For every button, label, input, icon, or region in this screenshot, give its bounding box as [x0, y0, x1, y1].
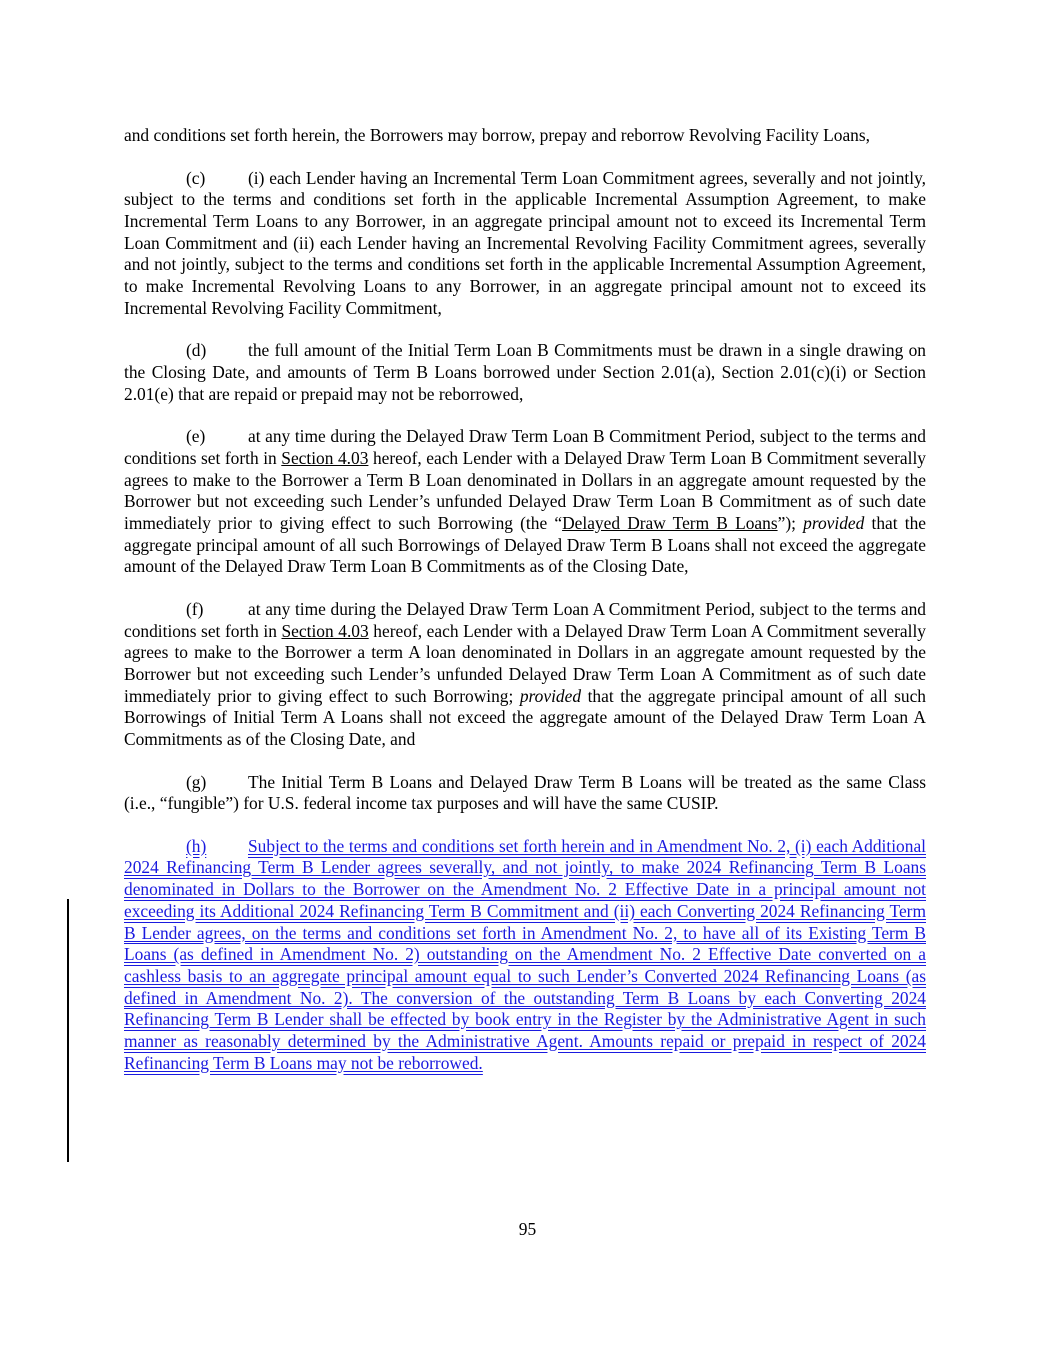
document-body	[124, 125, 926, 1095]
clause-e	[124, 426, 926, 578]
paragraph-continuation-text: and conditions set forth herein, the Borrowers may borrow, prepay and reborrow Revolving Facility Loans,	[124, 125, 870, 145]
page-number: 95	[518, 1219, 537, 1239]
clause-e-provided: provided	[803, 512, 865, 533]
clause-e-text-2: hereof, each Lender with a Delayed Draw Term Loan B Commitment severally agrees to make to the Borrower a Term B Loan denominated in Dollars in an aggregate amount requested by the Borrower but not exceeding such Lender’s unfunded Delayed Draw Term Loan B Commitment as of such date immediately prior to giving effect to such Borrowing (the “	[124, 447, 926, 533]
clause-d-label: (d)	[186, 340, 207, 361]
clause-g-label: (g)	[186, 771, 207, 792]
clause-f	[124, 599, 926, 751]
clause-c-text: (i) each Lender having an Incremental Term Loan Commitment agrees, severally and not jointly, subject to the terms and conditions set forth in the applicable Incremental Assumption Agreement, to make Incremental Term Loans to any Borrower, in an aggregate principal amount not to exceed its Incremental Term Loan Commitment and (ii) each Lender having an Incremental Revolving Facility Commitment agrees, severally and not jointly, subject to the terms and conditions set forth in the applicable Incremental Assumption Agreement, to make Incremental Revolving Loans to any Borrower, in an aggregate principal amount not to exceed its Incremental Revolving Facility Commitment,	[124, 167, 926, 318]
clause-g	[124, 772, 926, 815]
clause-c-label: (c)	[186, 167, 206, 188]
clause-f-section-reference: Section 4.03	[281, 620, 369, 641]
clause-d-text: the full amount of the Initial Term Loan B Commitments must be drawn in a single drawing on the Closing Date, and amounts of Term B Loans borrowed under Section 2.01(a), Section 2.01(c)(i) or Section 2.01(e) that are repaid or prepaid may not be reborrowed,	[124, 340, 926, 404]
clause-f-text-2: hereof, each Lender with a Delayed Draw Term Loan A Commitment severally agrees to make to the Borrower a term A loan denominated in Dollars in an aggregate amount requested by the Borrower but not exceeding such Lender’s unfunded Delayed Draw Term Loan A Commitment as of such date immediately prior to giving effect to such Borrowing;	[124, 620, 926, 706]
clause-d	[124, 340, 926, 405]
clause-e-section-reference: Section 4.03	[281, 447, 369, 468]
clause-f-provided: provided	[519, 685, 582, 706]
clause-e-defined-term: Delayed Draw Term B Loans	[562, 512, 778, 533]
clause-h-label: (h)	[186, 835, 207, 856]
clause-f-text-1: at any time during the Delayed Draw Term Loan A Commitment Period, subject to the terms and conditions set forth in	[124, 598, 926, 641]
paragraph-continuation	[124, 125, 926, 147]
revision-change-bar	[67, 899, 69, 1162]
clause-f-text-3: that the aggregate principal amount of all such Borrowings of Initial Term A Loans shall not exceed the aggregate amount of the Delayed Draw Term Loan A Commitments as of the Closing Date, and	[124, 685, 926, 750]
clause-h-text: Subject to the terms and conditions set forth herein and in Amendment No. 2, (i) each Additional 2024 Refinancing Term B Lender agrees severally, and not jointly, to make 2024 Refinancing Term B Loans denominated in Dollars to the Borrower on the Amendment No. 2 Effective Date in a principal amount not exceeding its Additional 2024 Refinancing Term B Commitment and (ii) each Converting 2024 Refinancing Term B Lender agrees, on the terms and conditions set forth in Amendment No. 2, to have all of its Existing Term B Loans (as defined in Amendment No. 2) outstanding on the Amendment No. 2 Effective Date converted on a cashless basis to an aggregate principal amount equal to such Lender’s Converted 2024 Refinancing Loans (as defined in Amendment No. 2). The conversion of the outstanding Term B Loans by each Converting 2024 Refinancing Term B Lender shall be effected by book entry in the Register by the Administrative Agent in such manner as reasonably determined by the Administrative Agent. Amounts repaid or prepaid in respect of 2024 Refinancing Term B Loans may not be reborrowed.	[124, 835, 926, 1073]
clause-c	[124, 168, 926, 320]
clause-g-text: The Initial Term B Loans and Delayed Draw Term B Loans will be treated as the same Class (i.e., “fungible”) for U.S. federal income tax purposes and will have the same CUSIP.	[124, 771, 926, 814]
clause-e-text-3: ”);	[777, 512, 804, 533]
clause-e-text-4: that the aggregate principal amount of all such Borrowings of Delayed Draw Term B Loans shall not exceed the aggregate amount of the Delayed Draw Term Loan B Commitments as of the Closing Date,	[124, 512, 926, 577]
clause-e-label: (e)	[186, 426, 206, 447]
clause-f-label: (f)	[186, 598, 204, 619]
clause-h-inserted	[124, 836, 926, 1075]
clause-e-text-1: at any time during the Delayed Draw Term Loan B Commitment Period, subject to the terms and conditions set forth in	[124, 426, 926, 468]
